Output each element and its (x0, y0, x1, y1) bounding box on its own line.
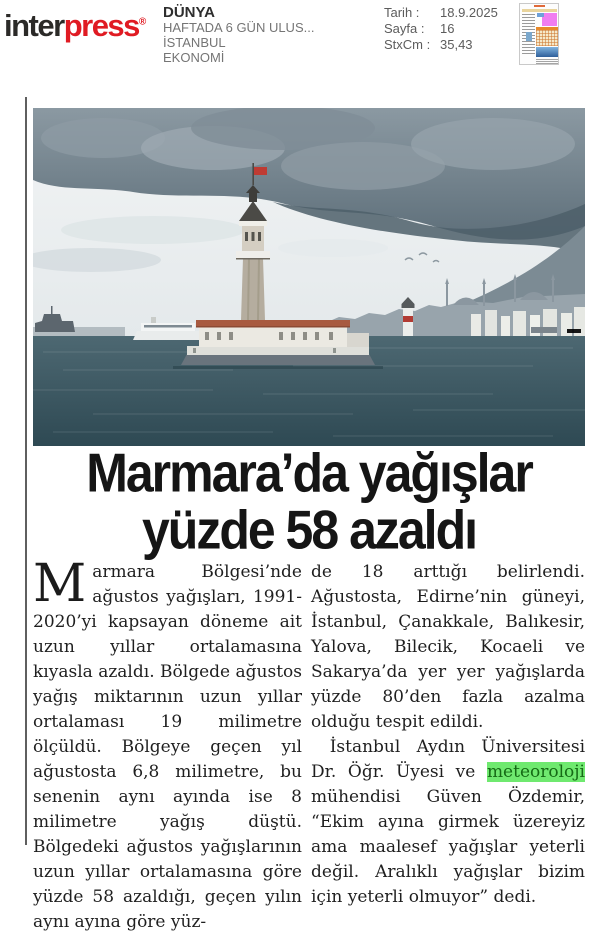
meta-label: Sayfa : (384, 21, 425, 36)
body-paragraph (33, 554, 302, 935)
article-column-right (311, 560, 585, 935)
page-thumbnail[interactable] (519, 3, 559, 65)
maiden-tower-photo-illustration (33, 108, 585, 446)
registered-mark: ® (138, 16, 147, 28)
meta-label: Tarih : (384, 5, 420, 20)
thumbnail-small-image (526, 32, 532, 41)
drop-cap: M (33, 554, 87, 614)
highlighted-term: meteoroloji (486, 762, 585, 782)
headline-line-1: Marmara’da yağışlar (86, 441, 532, 504)
interpress-logo (4, 8, 146, 44)
thumbnail-photo-band (536, 47, 558, 57)
body-text: armara Bölgesi’nde ağustos yağışları, 1991-2020’yi kapsayan döneme ait uzun yıllar ortalamasına kıyasla azaldı. Bölgede ağustos yağış miktarının uzun yıllar ortalaması 19 milimetre ölçüldü. Bölgeye geçen yıl ağustosta 6,8 milimetre, bu senenin aynı ayında ise 8 milimetre yağış düştü. Bölgedeki ağustos yağışlarının uzun yıllar ortalamasına göre yüzde 58 azaldığı, geçen yılın aynı ayına göre yüz- (33, 562, 302, 932)
body-text: de 18 arttığı belirlendi. Ağustosta, Edirne’nin güneyi, İstanbul, Çanakkale, Balıkesir, Yalova, Bilecik, Kocaeli ve Sakarya’da yer yer yağışlarda yüzde 80’den fazla azalma olduğu tespit edildi. (311, 562, 585, 732)
meta-row-page (384, 21, 498, 37)
meta-row-stxcm (384, 37, 498, 53)
publication-frequency: HAFTADA 6 GÜN ULUS... (163, 20, 315, 35)
headline-line-2: yüzde 58 azaldı (141, 499, 477, 561)
meta-value: 18.9.2025 (440, 5, 498, 20)
publication-city: İSTANBUL (163, 35, 226, 50)
meta-row-date (384, 5, 498, 21)
article-left-border (25, 97, 27, 845)
lighthouse (402, 297, 415, 336)
body-paragraph (311, 735, 585, 910)
thumbnail-header-block (537, 13, 544, 17)
meta-value: 35,43 (440, 37, 473, 52)
meta-label: StxCm : (384, 37, 431, 52)
thumbnail-ad-block (542, 13, 557, 26)
logo-text-press: press (63, 8, 139, 43)
body-text: İstanbul Aydın Üniversitesi Dr. Öğr. Üyesi ve (311, 737, 585, 782)
thumbnail-table-grid (536, 27, 558, 46)
article-photo (33, 108, 585, 446)
logo-text-inter: inter (4, 8, 64, 43)
body-text: mühendisi Güven Özdemir, “Ekim ayına girmek üzereyiz ama maalesef yağışlar yeterli değil. Aralıklı yağışlar bizim için yeterli olmuyor” dedi. (311, 787, 585, 907)
thumbnail-strip (522, 9, 557, 12)
meta-value: 16 (440, 21, 455, 36)
turkish-flag (254, 167, 267, 175)
publication-name: DÜNYA (163, 4, 215, 21)
body-paragraph (311, 560, 585, 735)
article-column-left (33, 554, 302, 935)
publication-info (163, 5, 314, 65)
article-headline (33, 441, 585, 561)
article-body (33, 554, 585, 935)
thumbnail-caption-lines (536, 59, 558, 64)
thumbnail-masthead (534, 5, 545, 7)
clipping-meta (384, 5, 498, 53)
publication-section: EKONOMİ (163, 50, 225, 65)
